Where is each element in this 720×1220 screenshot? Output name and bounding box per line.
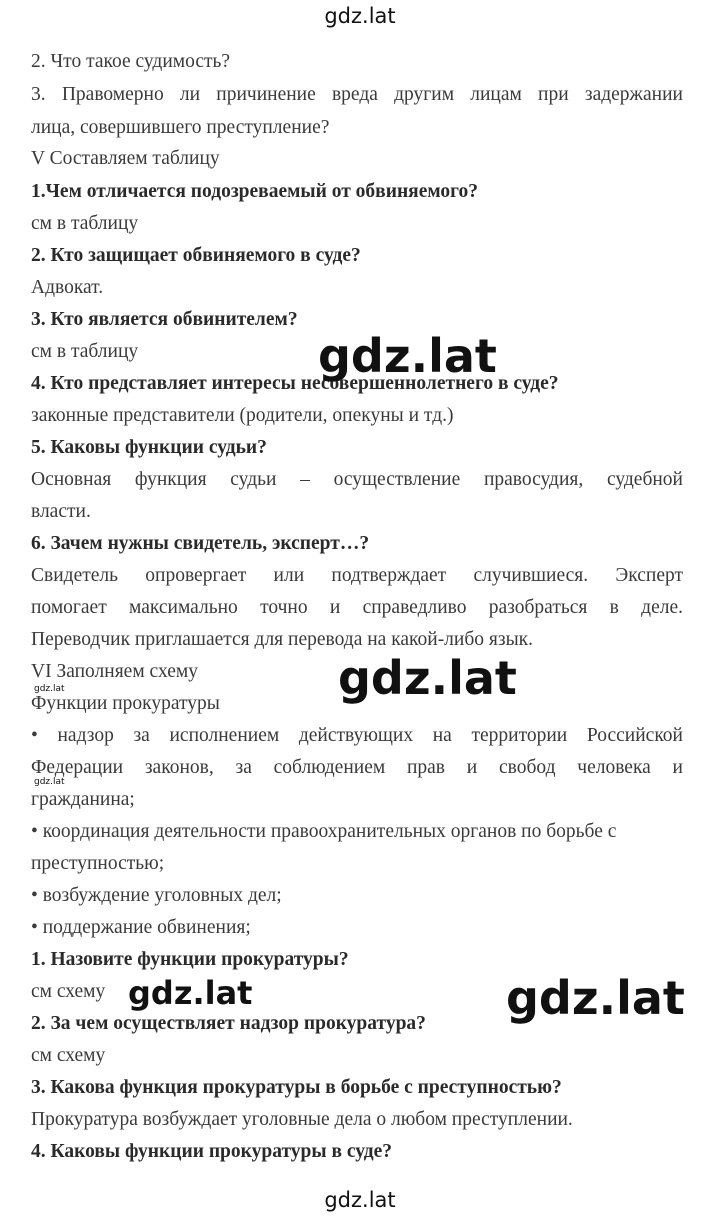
scheme-question-2: 2. За чем осуществляет надзор прокуратура? [31,1013,426,1034]
scheme-answer-3: Прокуратура возбуждает уголовные дела о любом преступлении. [31,1109,573,1130]
scheme-answer-2: см схему [31,1045,106,1066]
watermark-large-2: gdz.lat [338,651,517,705]
scheme-item-2-line-2: преступностью; [31,853,165,874]
scheme-item-1-line-2: Федерации законов, за соблюдением прав и свобод человека и [31,757,683,778]
section-vi-heading: VI Заполняем схему [31,661,198,682]
table-answer-4: законные представители (родители, опекуны и тд.) [31,405,454,426]
question-2-text: 2. Что такое судимость? [31,51,231,72]
scheme-answer-1: см схему [31,981,106,1002]
watermark-small-1: gdz.lat [34,684,65,694]
table-answer-6-line-2: помогает максимально точно и справедливо разобраться в деле. [31,597,683,618]
table-question-2: 2. Кто защищает обвиняемого в суде? [31,245,361,266]
watermark-large-4: gdz.lat [506,971,685,1025]
watermark-large-1: gdz.lat [318,329,497,383]
question-3-line-1: 3. Правомерно ли причинение вреда другим лицам при задержании [31,84,683,105]
scheme-question-3: 3. Какова функция прокуратуры в борьбе с преступностью? [31,1077,562,1098]
scheme-item-2-line-1: • координация деятельности правоохранительных органов по борьбе с [31,821,617,842]
table-answer-6-line-3: Переводчик приглашается для перевода на какой-либо язык. [31,629,534,650]
scheme-item-1-line-3: гражданина; [31,789,135,810]
section-v-heading: V Составляем таблицу [31,148,220,169]
table-question-5: 5. Каковы функции судьи? [31,437,267,458]
scheme-item-3: • возбуждение уголовных дел; [31,885,282,906]
watermark-small-2: gdz.lat [34,777,65,787]
watermark-bottom: gdz.lat [324,1188,396,1212]
table-question-4: 4. Кто представляет интересы несовершеннолетнего в суде? [31,373,559,394]
scheme-question-4: 4. Каковы функции прокуратуры в суде? [31,1141,393,1162]
question-3-line-2: лица, совершившего преступление? [31,117,330,138]
table-answer-2: Адвокат. [31,277,104,298]
table-question-1: 1.Чем отличается подозреваемый от обвиняемого? [31,181,479,202]
table-answer-5-line-1: Основная функция судьи – осуществление правосудия, судебной [31,469,683,490]
table-answer-6-line-1: Свидетель опровергает или подтверждает случившиеся. Эксперт [31,565,683,586]
scheme-item-1-line-1: • надзор за исполнением действующих на территории Российской [31,725,683,746]
table-question-3: 3. Кто является обвинителем? [31,309,298,330]
watermark-large-3: gdz.lat [128,974,253,1012]
scheme-title: Функции прокуратуры [31,693,220,714]
table-answer-1: см в таблицу [31,213,139,234]
scheme-question-1: 1. Назовите функции прокуратуры? [31,949,349,970]
scheme-item-4: • поддержание обвинения; [31,917,251,938]
watermark-top: gdz.lat [324,4,396,28]
table-question-6: 6. Зачем нужны свидетель, эксперт…? [31,533,370,554]
table-answer-3: см в таблицу [31,341,139,362]
table-answer-5-line-2: власти. [31,501,91,522]
